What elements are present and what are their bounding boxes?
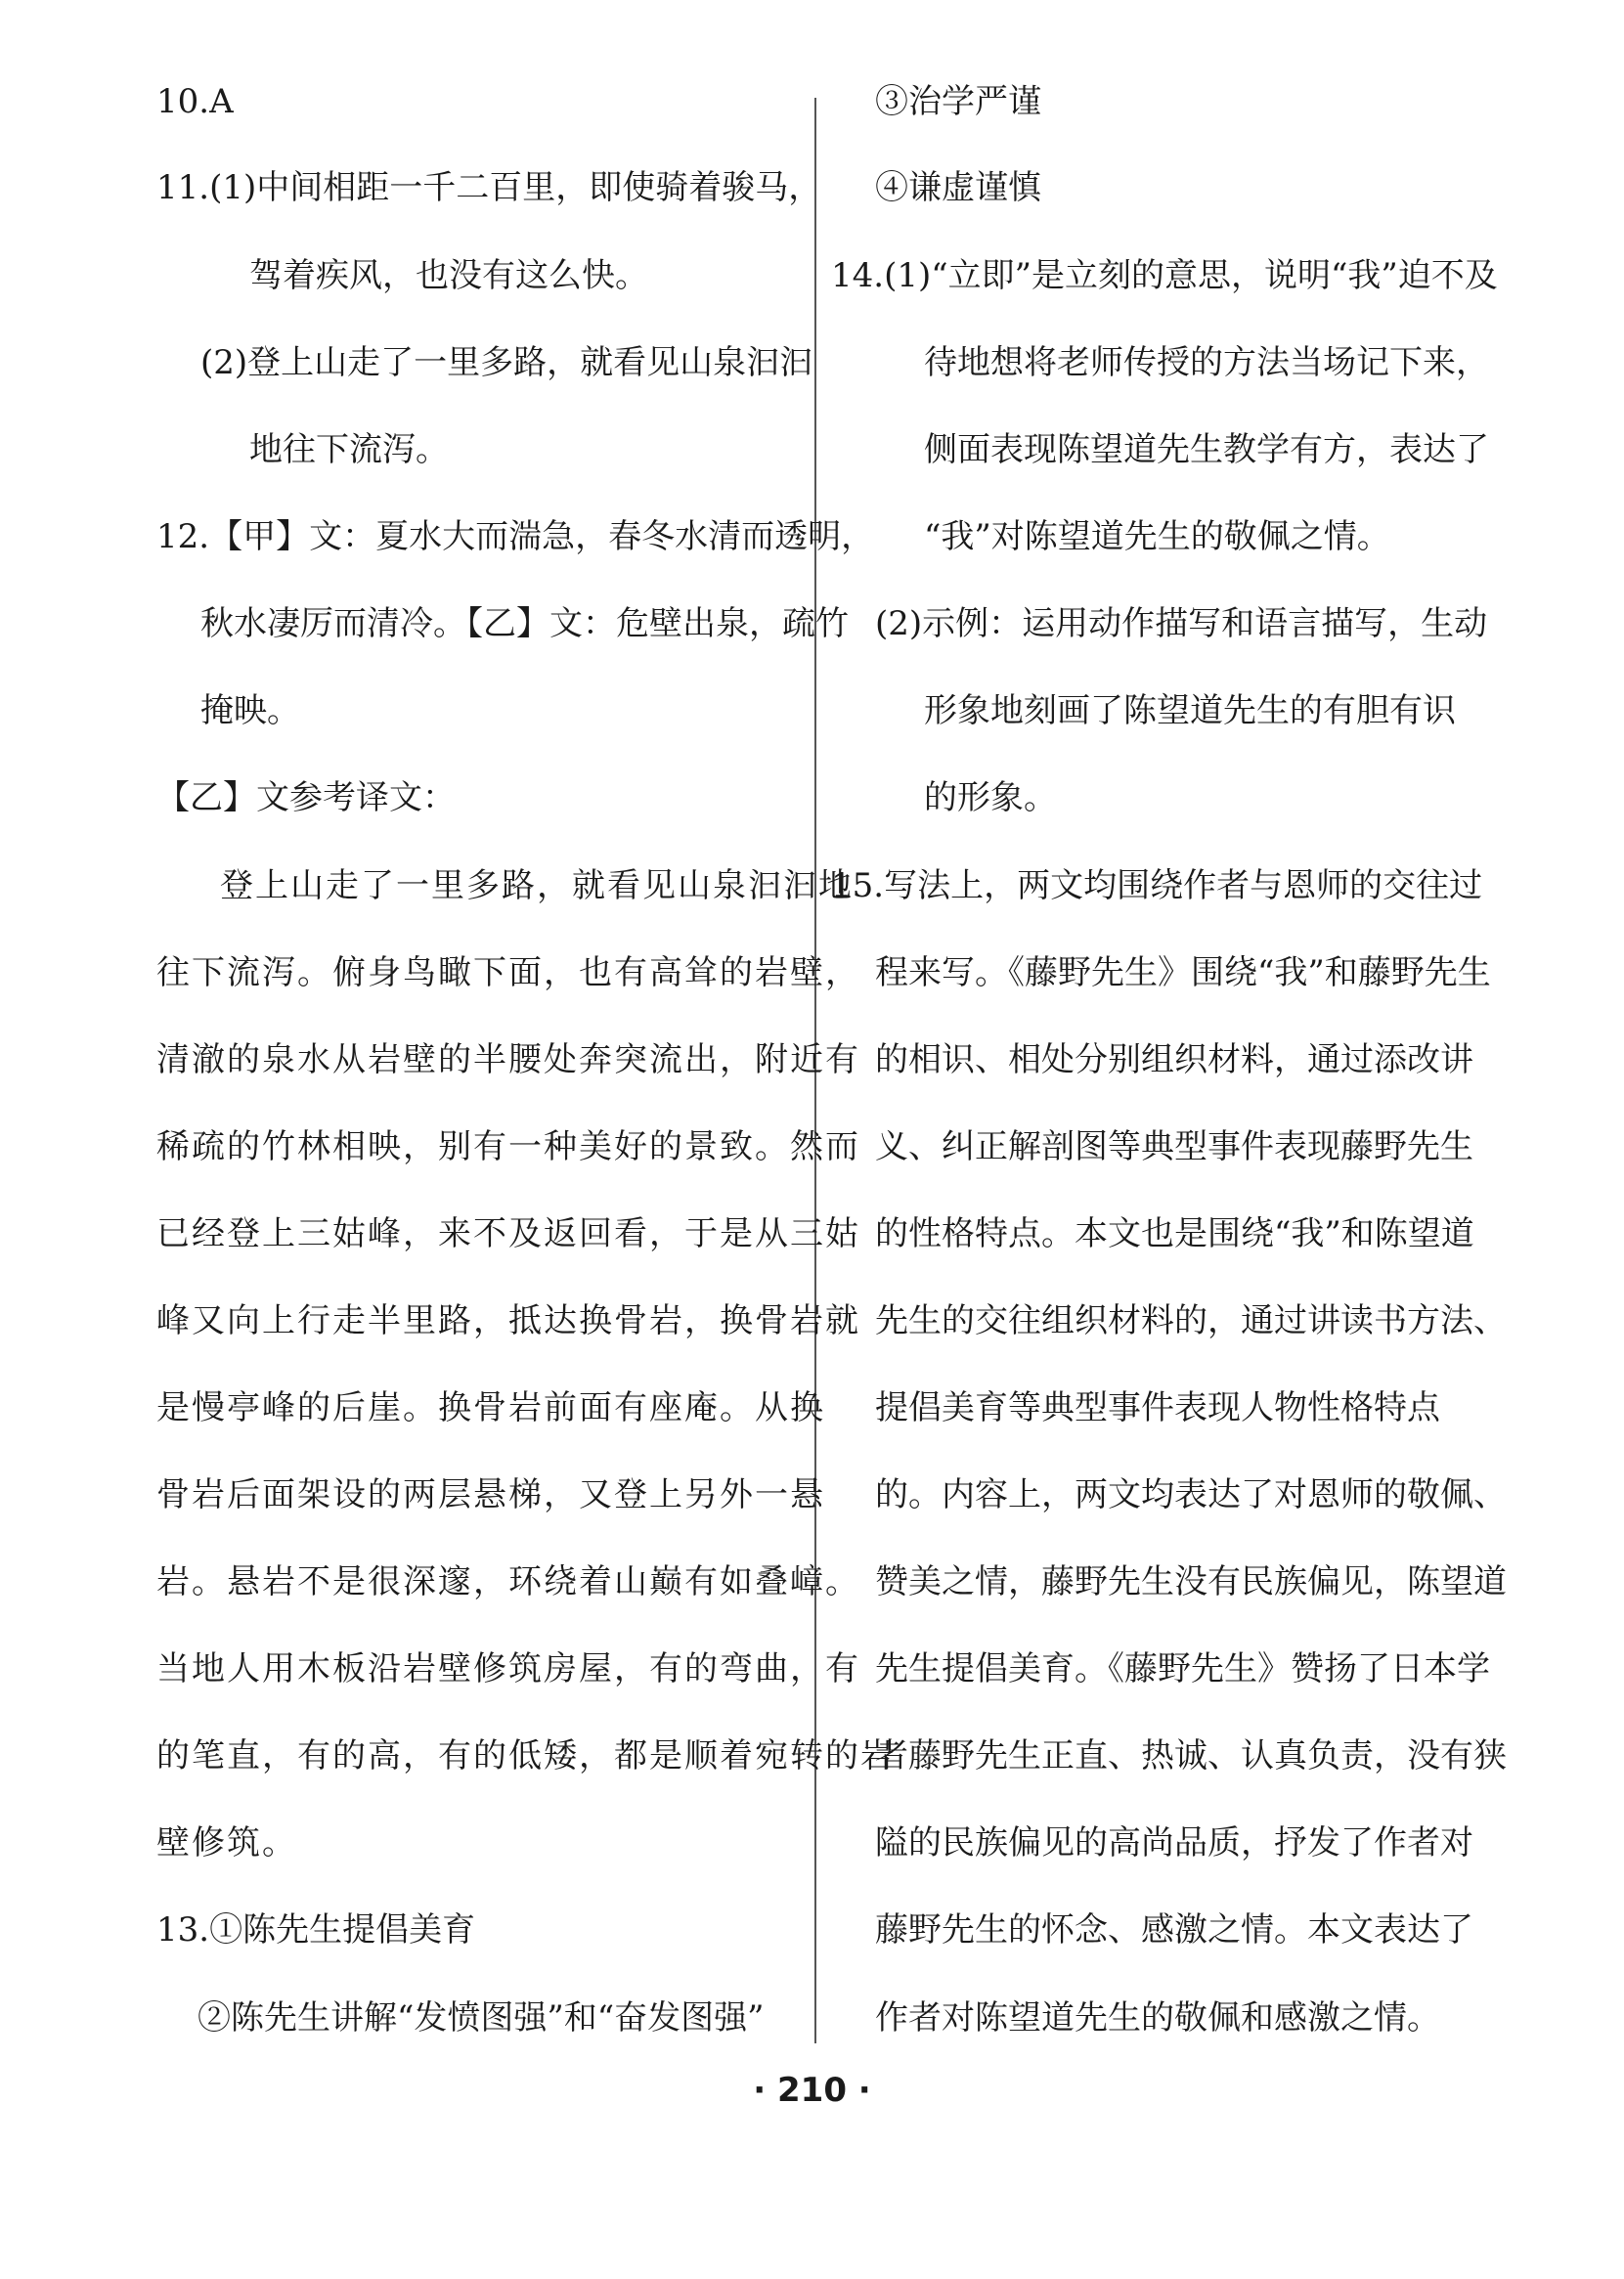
- answer-10: 10.A: [156, 82, 234, 121]
- answer-12-line-2: 秋水凄厉而清冷。【乙】文：危壁出泉，疏竹: [200, 604, 849, 643]
- answer-13-item-2: ②陈先生讲解“发愤图强”和“奋发图强”: [198, 1998, 765, 2038]
- answer-14-1-line: 待地想将老师传授的方法当场记下来，: [924, 343, 1489, 382]
- answer-12-line-3: 掩映。: [200, 691, 300, 730]
- answer-11-2-line-2: 地往下流泻。: [249, 430, 449, 469]
- translation-line: 岩。悬岩不是很深邃，环绕着山巅有如叠嶂。: [156, 1562, 860, 1601]
- translation-line: 是慢亭峰的后崖。换骨岩前面有座庵。从换: [156, 1388, 825, 1427]
- answer-12-line-1: 12.【甲】文：夏水大而湍急，春冬水清而透明，: [156, 517, 875, 556]
- answer-13-item-3: ③治学严谨: [875, 82, 1041, 121]
- answer-14-1-line: 14.(1)“立即”是立刻的意思，说明“我”迫不及: [831, 256, 1498, 295]
- answer-14-2-line: 的形象。: [924, 778, 1057, 817]
- answer-15-line: 的性格特点。本文也是围绕“我”和陈望道: [875, 1214, 1474, 1253]
- answer-15-line: 义、纠正解剖图等典型事件表现藤野先生: [875, 1127, 1473, 1166]
- answer-15-line: 程来写。《藤野先生》围绕“我”和藤野先生: [875, 953, 1491, 992]
- answer-14-1-line: “我”对陈望道先生的敬佩之情。: [924, 517, 1390, 556]
- translation-line: 清澈的泉水从岩壁的半腰处奔突流出，附近有: [156, 1040, 860, 1079]
- answer-15-line: 提倡美育等典型事件表现人物性格特点: [875, 1388, 1440, 1427]
- translation-line: 壁修筑。: [156, 1823, 297, 1863]
- translation-line: 骨岩后面架设的两层悬梯，又登上另外一悬: [156, 1475, 825, 1514]
- answer-15-line: 的。内容上，两文均表达了对恩师的敬佩、: [875, 1475, 1507, 1514]
- answer-15-line: 先生的交往组织材料的，通过讲读书方法、: [875, 1301, 1507, 1340]
- answer-14-1-line: 侧面表现陈望道先生教学有方，表达了: [924, 430, 1489, 469]
- answer-11-2-line-1: (2)登上山走了一里多路，就看见山泉汩汩: [200, 343, 813, 382]
- translation-line: 的笔直，有的高，有的低矮，都是顺着宛转的岩: [156, 1736, 896, 1775]
- answer-15-line: 15.写法上，两文均围绕作者与恩师的交往过: [831, 866, 1483, 905]
- answer-13-item-1: 13.①陈先生提倡美育: [156, 1910, 476, 1950]
- translation-line: 往下流泻。俯身鸟瞰下面，也有高耸的岩壁，: [156, 953, 860, 992]
- answer-15-line: 者藤野先生正直、热诚、认真负责，没有狭: [875, 1736, 1507, 1775]
- page-number: · 210 ·: [753, 2071, 871, 2110]
- answer-14-2-line: 形象地刻画了陈望道先生的有胆有识: [924, 691, 1456, 730]
- answer-15-line: 藤野先生的怀念、感激之情。本文表达了: [875, 1910, 1473, 1950]
- answer-13-item-4: ④谦虚谨慎: [875, 168, 1041, 207]
- translation-title: 【乙】文参考译文：: [156, 778, 456, 817]
- translation-line: 当地人用木板沿岩壁修筑房屋，有的弯曲，有: [156, 1649, 860, 1688]
- translation-line: 登上山走了一里多路，就看见山泉汩汩地: [220, 866, 854, 905]
- answer-11-1-line-2: 驾着疾风，也没有这么快。: [249, 256, 648, 295]
- translation-line: 已经登上三姑峰，来不及返回看，于是从三姑: [156, 1214, 860, 1253]
- translation-line: 峰又向上行走半里路，抵达换骨岩，换骨岩就: [156, 1301, 860, 1340]
- answer-14-2-line: (2)示例：运用动作描写和语言描写，生动: [875, 604, 1488, 643]
- answer-11-1-line-1: 11.(1)中间相距一千二百里，即使骑着骏马，: [156, 168, 822, 207]
- answer-15-line: 先生提倡美育。《藤野先生》赞扬了日本学: [875, 1649, 1490, 1688]
- answer-15-line: 赞美之情，藤野先生没有民族偏见，陈望道: [875, 1562, 1507, 1601]
- answer-15-line: 隘的民族偏见的高尚品质，抒发了作者对: [875, 1823, 1473, 1863]
- answer-15-line: 的相识、相处分别组织材料，通过添改讲: [875, 1040, 1473, 1079]
- translation-line: 稀疏的竹林相映，别有一种美好的景致。然而: [156, 1127, 860, 1166]
- answer-15-line: 作者对陈望道先生的敬佩和感激之情。: [875, 1998, 1440, 2038]
